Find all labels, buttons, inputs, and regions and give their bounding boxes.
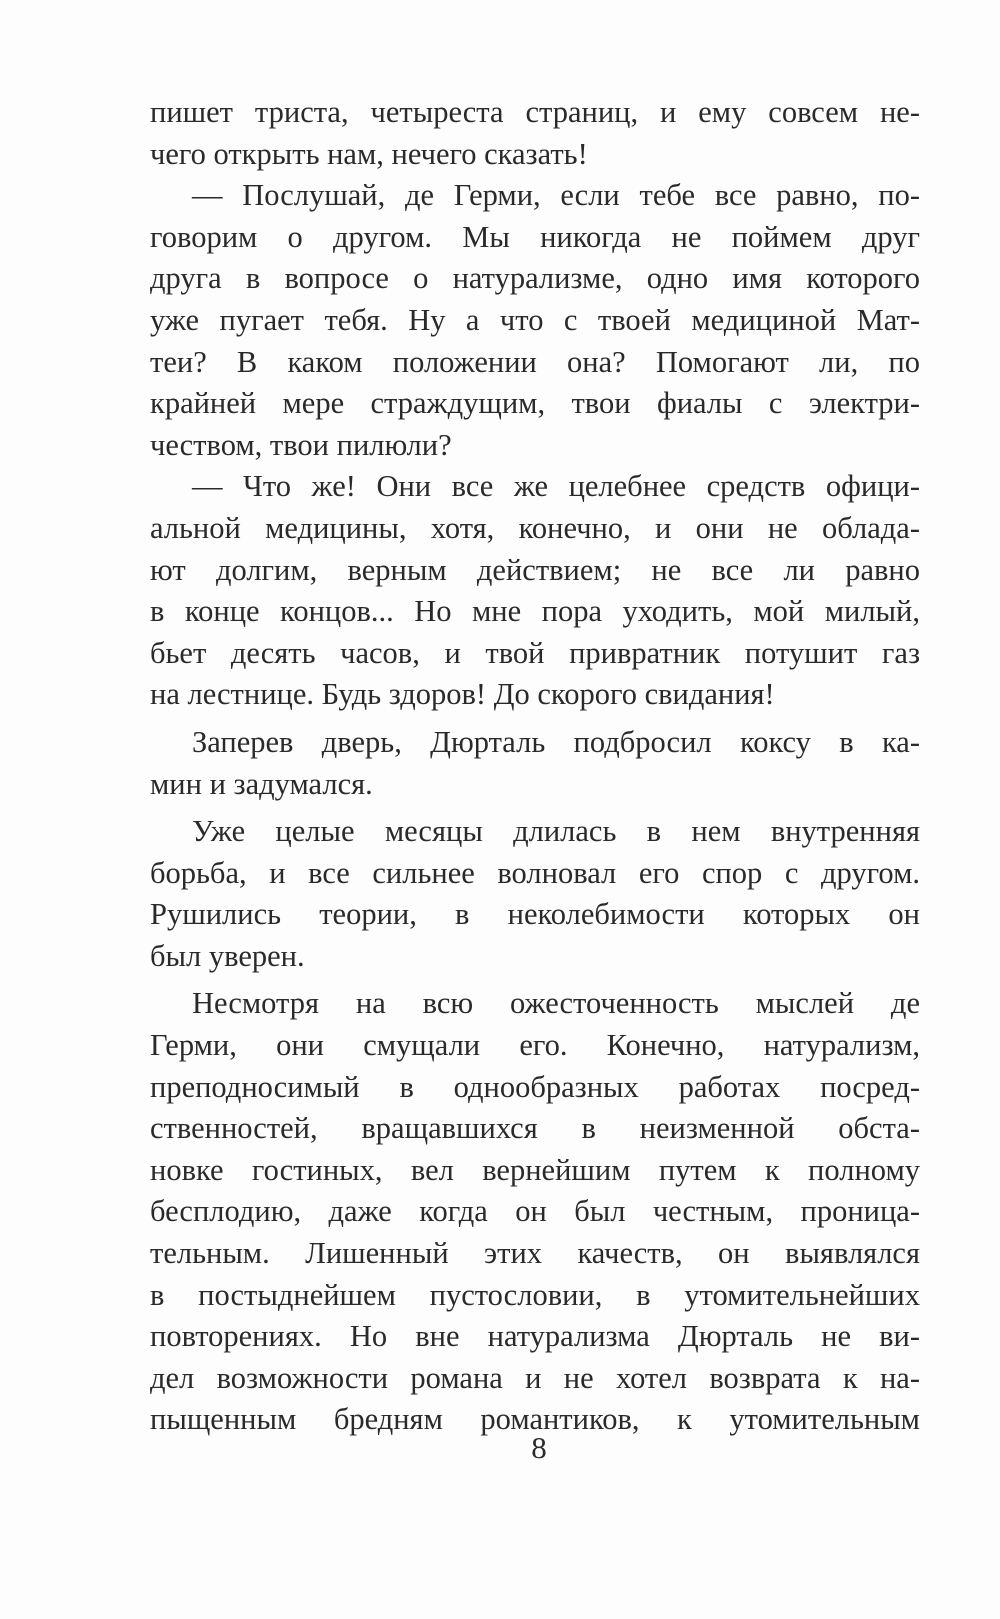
text-line: Заперев дверь, Дюрталь подбросил коксу в ка- <box>192 724 920 759</box>
text-line: ют долгим, верным действием; не все ли равно <box>150 552 920 587</box>
text-line: бесплодию, даже когда он был честным, проница- <box>150 1194 920 1229</box>
text-line: пишет триста, четыреста страниц, и ему совсем не- <box>150 95 920 129</box>
text-line: ственностей, вращавшихся в неизменной обста- <box>150 1111 920 1146</box>
text-line: повторениях. Но вне натурализма Дюрталь не ви- <box>150 1319 920 1354</box>
text-line: Герми, они смущали его. Конечно, натурализм, <box>150 1028 920 1063</box>
text-line: чего открыть нам, нечего сказать! <box>150 136 588 171</box>
text-line: дел возможности романа и не хотел возврата к на- <box>150 1360 920 1395</box>
text-line: альной медицины, хотя, конечно, и они не облада- <box>150 510 920 545</box>
text-line: уже пугает тебя. Ну а что с твоей медициной Мат- <box>150 302 920 337</box>
text-line: на лестнице. Будь здоров! До скорого свидания! <box>150 677 775 712</box>
text-line: друга в вопросе о натурализме, одно имя которого <box>150 261 920 296</box>
text-line: пыщенным бредням романтиков, к утомительным <box>150 1402 920 1437</box>
text-line: говорим о другом. Мы никогда не поймем друг <box>150 219 920 254</box>
text-line: тельным. Лишенный этих качеств, он выявлялся <box>150 1236 920 1271</box>
text-line: теи? В каком положении она? Помогают ли, по <box>150 344 920 379</box>
body-text <box>150 92 920 1441</box>
text-line: преподносимый в однообразных работах посред- <box>150 1069 920 1104</box>
text-line: был уверен. <box>150 938 305 973</box>
text-line: бьет десять часов, и твой привратник потушит газ <box>150 635 920 670</box>
text-line: новке гостиных, вел вернейшим путем к полному <box>150 1152 920 1187</box>
text-line: мин и задумался. <box>150 766 373 801</box>
text-line: крайней мере страждущим, твои фиалы с электри- <box>150 386 920 421</box>
text-line: — Послушай, де Герми, если тебе все равно, по- <box>192 178 920 213</box>
text-line: чеством, твои пилюли? <box>150 427 452 462</box>
text-line: борьба, и все сильнее волновал его спор с другом. <box>150 855 920 890</box>
text-line: Уже целые месяцы длилась в нем внутренняя <box>192 814 920 849</box>
page-number: 8 <box>531 1430 547 1465</box>
text-line: в постыднейшем пустословии, в утомительнейших <box>150 1277 920 1312</box>
text-line: Рушились теории, в неколебимости которых он <box>150 897 920 932</box>
text-line: в конце концов... Но мне пора уходить, мой милый, <box>150 594 920 629</box>
text-line: Несмотря на всю ожесточенность мыслей де <box>192 986 920 1021</box>
text-line: — Что же! Они все же целебнее средств офици- <box>192 469 920 504</box>
